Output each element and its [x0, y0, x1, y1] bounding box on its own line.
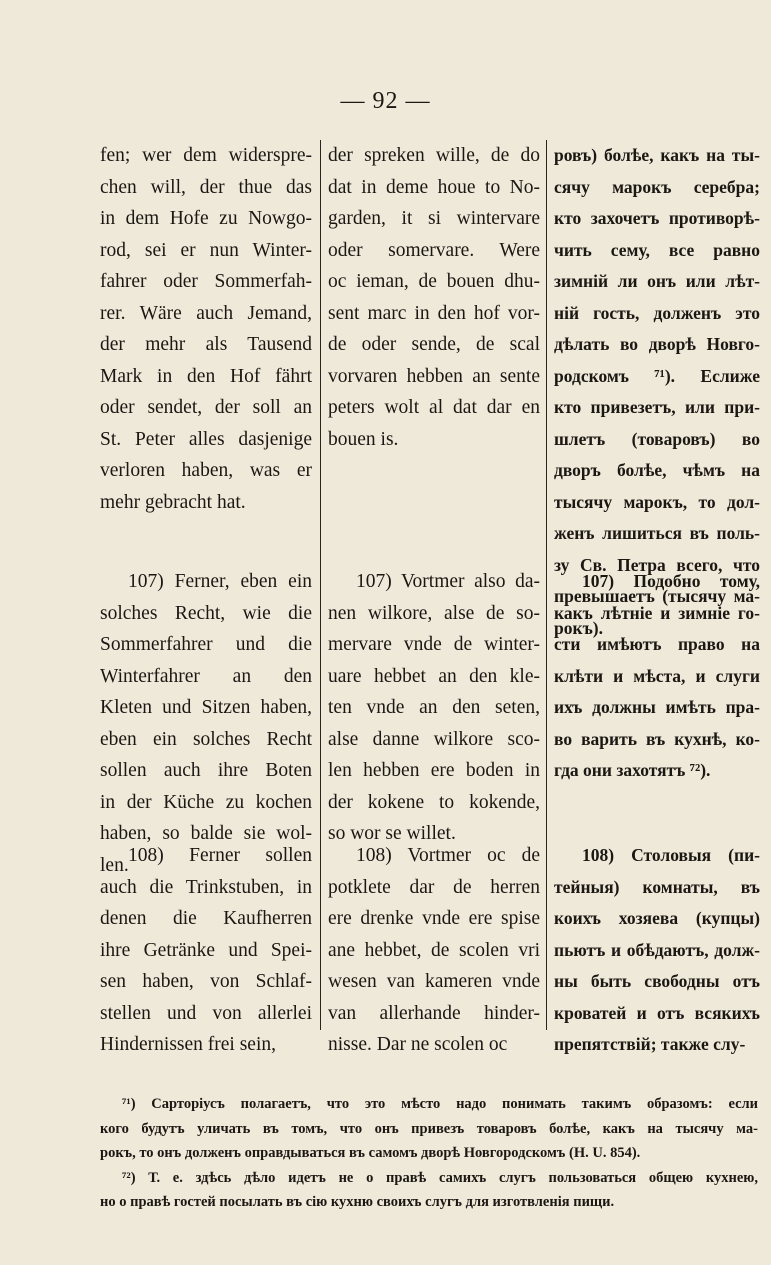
low-german-paragraph-106 — [328, 140, 540, 455]
text-line: Winterfahrer an den — [100, 665, 312, 687]
text-line: fen; wer dem widerspre- — [100, 145, 312, 166]
text-line: женъ лишиться въ поль- — [554, 523, 760, 543]
text-line: коихъ хозяева (купцы) — [554, 908, 760, 928]
text-line: in der Küche zu kochen — [100, 791, 312, 813]
text-line: тысячу марокъ, то дол- — [554, 491, 760, 512]
text-line: der spreken wille, de do — [328, 145, 540, 166]
text-line: ere drenke vnde ere spise — [328, 908, 540, 929]
text-line: sent marc in den hof vor- — [328, 302, 540, 324]
text-line: тейныя) комнаты, въ — [554, 876, 760, 897]
text-line: Mark in den Hof fährt — [100, 365, 312, 387]
text-line: чить сему, все равно — [554, 239, 760, 260]
footnote-line: ⁷¹) Сарторіусъ полагаетъ, что это мѣсто надо понимать такимъ образомъ: если — [122, 1096, 758, 1112]
text-line: potklete dar de herren — [328, 876, 540, 898]
text-line: Hindernissen frei sein, — [100, 1034, 276, 1055]
text-line: wesen van kameren vnde — [328, 971, 540, 992]
text-line: во варить въ кухнѣ, ко- — [554, 728, 760, 749]
text-line: sollen auch ihre Boten — [100, 760, 312, 781]
footnote-line: но о правѣ гостей посылать въ сію кухню своихъ слугъ для изготвленія пищи. — [100, 1194, 615, 1210]
text-line: auch die Trinkstuben, in — [100, 876, 312, 898]
text-line: ane hebbet, de scolen vri — [328, 939, 540, 961]
text-line: шлетъ (товаровъ) во — [554, 428, 760, 449]
text-line: oder somervare. Were — [328, 239, 540, 261]
text-line: verloren haben, was er — [100, 460, 312, 481]
text-line: garden, it si wintervare — [328, 208, 540, 229]
text-line: пьютъ и обѣдаютъ, долж- — [554, 939, 760, 960]
text-line: кто привезетъ, или при- — [554, 397, 760, 417]
text-line: 108) Vortmer oc de — [356, 845, 540, 866]
text-line: Kleten und Sitzen haben, — [100, 697, 312, 718]
text-line: de oder sende, de scal — [328, 334, 540, 355]
german-paragraph-106 — [100, 140, 312, 518]
text-line: denen die Kaufherren — [100, 908, 312, 929]
page-number: — 92 — — [340, 88, 431, 114]
russian-paragraph-108 — [554, 840, 760, 1061]
footnote-line: ⁷²) Т. е. здѣсь дѣло идетъ не о правѣ самихъ слугъ пользоваться общею кухнею, — [122, 1169, 758, 1186]
text-line: der kokene to kokende, — [328, 791, 540, 813]
text-line: Sommerfahrer und die — [100, 634, 312, 655]
text-line: mervare vnde de winter- — [328, 634, 540, 655]
text-line: 108) Ferner sollen — [128, 845, 312, 866]
text-line: van allerhande hinder- — [328, 1002, 540, 1024]
text-line: rod, sei er nun Winter- — [100, 239, 312, 261]
text-line: rer. Wäre auch Jemand, — [100, 302, 312, 324]
column-divider-left — [320, 140, 321, 1030]
text-line: haben, so balde sie wol- — [100, 823, 312, 844]
text-line: ровъ) болѣе, какъ на ты- — [554, 145, 760, 165]
text-line: mehr gebracht hat. — [100, 491, 246, 513]
russian-paragraph-107 — [554, 566, 760, 787]
text-line: der mehr als Tausend — [100, 334, 312, 355]
text-line: ten vnde an den seten, — [328, 697, 540, 718]
text-line: in dem Hofe zu Nowgo- — [100, 208, 312, 229]
text-line: eben ein solches Recht — [100, 728, 312, 750]
text-line: сячу марокъ серебра; — [554, 176, 760, 197]
german-paragraph-107 — [100, 566, 312, 881]
text-line: кто захочетъ противорѣ- — [554, 208, 760, 228]
text-line: дѣлать во дворѣ Новго- — [554, 334, 760, 354]
text-line: клѣти и мѣста, и слуги — [554, 665, 760, 686]
text-line: рокъ). — [554, 617, 603, 638]
text-line: nisse. Dar ne scolen oc — [328, 1034, 508, 1055]
text-line: ній гость, долженъ это — [554, 302, 760, 323]
text-line: vorvaren hebben an sente — [328, 365, 540, 387]
low-german-paragraph-108 — [328, 840, 540, 1061]
text-line: len. — [100, 854, 129, 876]
text-line: chen will, der thue das — [100, 176, 312, 198]
text-line: препятствій; также слу- — [554, 1034, 746, 1054]
footnote-line: кого будутъ уличать въ томъ, что онъ привезъ товаровъ болѣе, какъ на тысячу ма- — [100, 1120, 758, 1137]
text-line: bouen is. — [328, 428, 399, 450]
text-line: какъ лѣтніе и зимніе го- — [554, 602, 760, 623]
footnote-line: рокъ, то онъ долженъ оправдываться въ самомъ дворѣ Новгородскомъ (H. U. 854). — [100, 1145, 641, 1161]
text-line: зу Св. Петра всего, что — [554, 554, 760, 575]
text-line: 107) Ferner, eben ein — [128, 571, 312, 592]
text-line: гда они захотятъ ⁷²). — [554, 760, 711, 780]
text-line: дворъ болѣе, чѣмъ на — [554, 460, 760, 480]
footnotes — [100, 1092, 758, 1215]
text-line: dat in deme houe to No- — [328, 176, 540, 198]
text-line: solches Recht, wie die — [100, 602, 312, 624]
text-line: stellen und von allerlei — [100, 1002, 312, 1024]
text-line: nen wilkore, alse de so- — [328, 602, 540, 624]
text-line: ихъ должны имѣть пра- — [554, 697, 760, 717]
text-line: so wor se willet. — [328, 823, 456, 844]
text-line: ihre Getränke und Spei- — [100, 939, 312, 961]
column-divider-right — [546, 140, 547, 1030]
text-line: ны быть свободны отъ — [554, 971, 760, 991]
text-line: St. Peter alles dasjenige — [100, 428, 312, 450]
text-line: alse danne wilkore sco- — [328, 728, 540, 750]
text-line: зимній ли онъ или лѣт- — [554, 271, 760, 291]
text-line: fahrer oder Sommerfah- — [100, 271, 312, 292]
low-german-paragraph-107 — [328, 566, 540, 850]
text-line: кроватей и отъ всякихъ — [554, 1002, 760, 1023]
text-line: родскомъ ⁷¹). Еслиже — [554, 365, 760, 386]
text-line: uare hebbet an den kle- — [328, 665, 540, 687]
text-line: oder sendet, der soll an — [100, 397, 312, 418]
german-paragraph-108 — [100, 840, 312, 1061]
text-line: сти имѣютъ право на — [554, 634, 760, 654]
text-line: 107) Подобно тому, — [582, 571, 760, 591]
text-line: len hebben ere boden in — [328, 760, 540, 781]
text-line: превышаетъ (тысячу ма- — [554, 586, 760, 606]
text-line: oc ieman, de bouen dhu- — [328, 271, 540, 292]
text-line: peters wolt al dat dar en — [328, 397, 540, 418]
text-line: 107) Vortmer also da- — [356, 571, 540, 592]
text-line: 108) Столовыя (пи- — [582, 845, 760, 865]
text-line: sen haben, von Schlaf- — [100, 971, 312, 992]
